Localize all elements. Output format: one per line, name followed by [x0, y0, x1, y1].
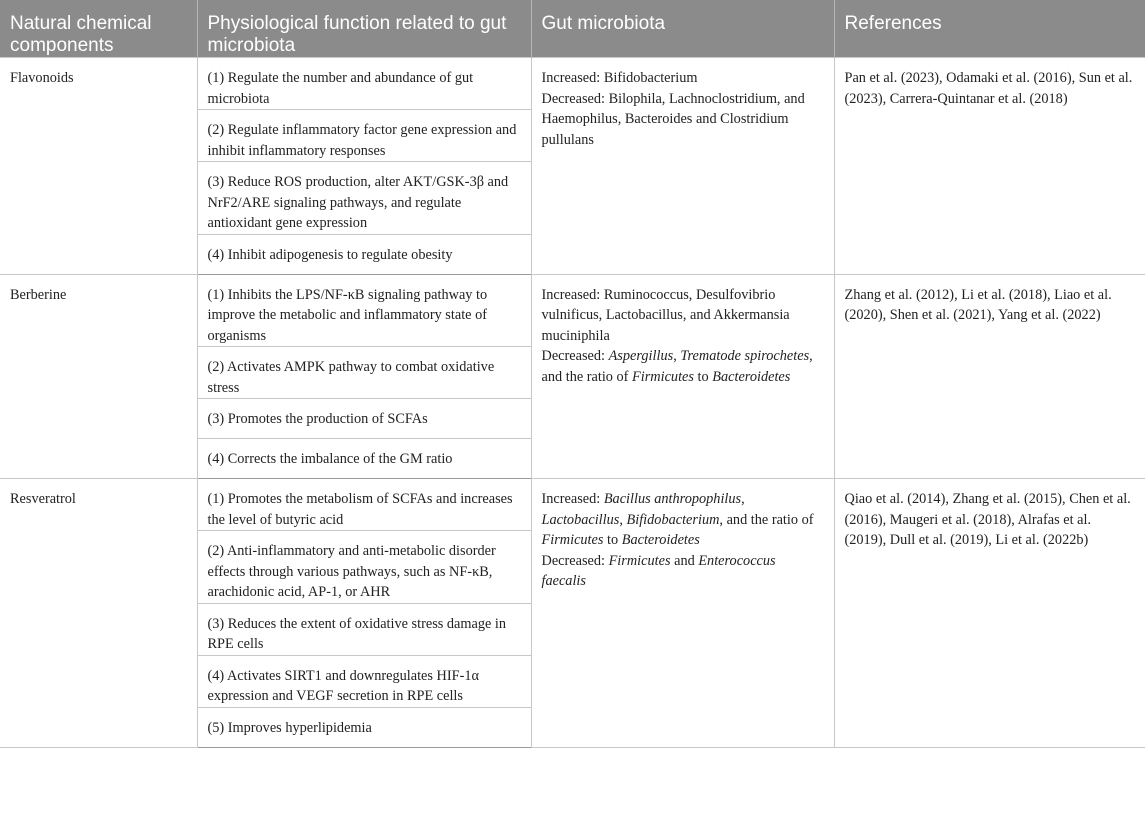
increased-label: Increased: [541, 70, 601, 86]
table-row [0, 479, 1145, 531]
increased-label: Increased: [541, 491, 601, 507]
increased-taxa: Bifidobacterium [603, 70, 698, 86]
taxon-italic: Enterococcus faecalis [541, 552, 776, 589]
function-cell: (3) Reduce ROS production, alter AKT/GSK-3β and NrF2/ARE signaling pathways, and regulate antioxidant gene expression [197, 162, 531, 235]
connector-text: to [693, 368, 713, 385]
references-cell: Qiao et al. (2014), Zhang et al. (2015), Chen et al. (2016), Maugeri et al. (2018), Alrafas et al. (2019), Dull et al. (2019), Li et al. (2022b) [834, 479, 1145, 748]
decreased-text [542, 89, 824, 151]
references-cell: Pan et al. (2023), Odamaki et al. (2016), Sun et al. (2023), Carrera-Quintanar et al. (2018) [834, 58, 1145, 275]
header-row [0, 0, 1145, 58]
header-references: References [834, 0, 1145, 58]
microbiota-cell [531, 274, 834, 479]
function-cell: (4) Corrects the imbalance of the GM ratio [197, 439, 531, 479]
taxon-italic: Firmicutes [541, 532, 604, 548]
header-microbiota: Gut microbiota [531, 0, 834, 58]
function-cell: (2) Regulate inflammatory factor gene expression and inhibit inflammatory responses [197, 110, 531, 162]
taxon-italic: Trematode spirochetes [680, 348, 810, 364]
table-row [0, 58, 1145, 110]
function-cell: (4) Activates SIRT1 and downregulates HIF-1α expression and VEGF secretion in RPE cells [197, 655, 531, 707]
taxon-italic: Aspergillus [608, 348, 674, 364]
taxon-italic: Bacteroidetes [621, 532, 700, 548]
connector-text: and [670, 552, 699, 569]
decreased-text [542, 551, 824, 592]
connector-text: , and the ratio of [541, 348, 813, 385]
decreased-taxa: Bilophila, Lachnoclostridium, and Haemophilus, Bacteroides and Clostridium pullulans [541, 90, 805, 148]
connector-text: , [673, 348, 681, 364]
connector-text: , and the ratio of [719, 511, 814, 528]
increased-taxa: Ruminococcus, Desulfovibrio vulnificus, Lactobacillus, and Akkermansia muciniphila [541, 286, 790, 344]
microbiota-cell [531, 479, 834, 748]
decreased-label: Decreased: [541, 90, 605, 107]
component-cell: Berberine [0, 274, 197, 479]
function-cell: (4) Inhibit adipogenesis to regulate obesity [197, 234, 531, 274]
taxon-italic: Bacteroidetes [712, 368, 791, 385]
taxon-italic: Bacillus anthropophilus [603, 491, 742, 507]
connector-text: to [603, 532, 622, 548]
decreased-text [542, 346, 824, 387]
increased-text [542, 68, 824, 89]
decreased-label: Decreased: [541, 348, 605, 364]
taxon-italic: Lactobacillus [541, 511, 620, 528]
header-components: Natural chemical components [0, 0, 197, 58]
microbiota-cell [531, 58, 834, 275]
function-cell: (3) Promotes the production of SCFAs [197, 399, 531, 439]
taxon-italic: Bifidobacterium [626, 511, 720, 528]
function-cell: (1) Regulate the number and abundance of gut microbiota [197, 58, 531, 110]
connector-text: , [741, 491, 745, 507]
function-cell: (1) Inhibits the LPS/NF-κB signaling pathway to improve the metabolic and inflammatory state of organisms [197, 274, 531, 347]
increased-text [542, 489, 824, 551]
function-cell: (2) Activates AMPK pathway to combat oxidative stress [197, 347, 531, 399]
increased-text [542, 285, 824, 347]
function-cell: (3) Reduces the extent of oxidative stress damage in RPE cells [197, 603, 531, 655]
component-cell: Resveratrol [0, 479, 197, 748]
function-cell: (1) Promotes the metabolism of SCFAs and increases the level of butyric acid [197, 479, 531, 531]
header-function: Physiological function related to gut microbiota [197, 0, 531, 58]
taxon-italic: Firmicutes [608, 552, 671, 569]
references-cell: Zhang et al. (2012), Li et al. (2018), Liao et al. (2020), Shen et al. (2021), Yang et al. (2022) [834, 274, 1145, 479]
table-row [0, 274, 1145, 347]
increased-label: Increased: [541, 286, 601, 303]
decreased-label: Decreased: [541, 552, 605, 569]
component-cell: Flavonoids [0, 58, 197, 275]
taxon-italic: Firmicutes [632, 368, 694, 385]
function-cell: (5) Improves hyperlipidemia [197, 707, 531, 747]
function-cell: (2) Anti-inflammatory and anti-metabolic disorder effects through various pathways, such as NF-κB, arachidonic acid, AP-1, or AHR [197, 531, 531, 604]
connector-text: , [619, 511, 627, 528]
